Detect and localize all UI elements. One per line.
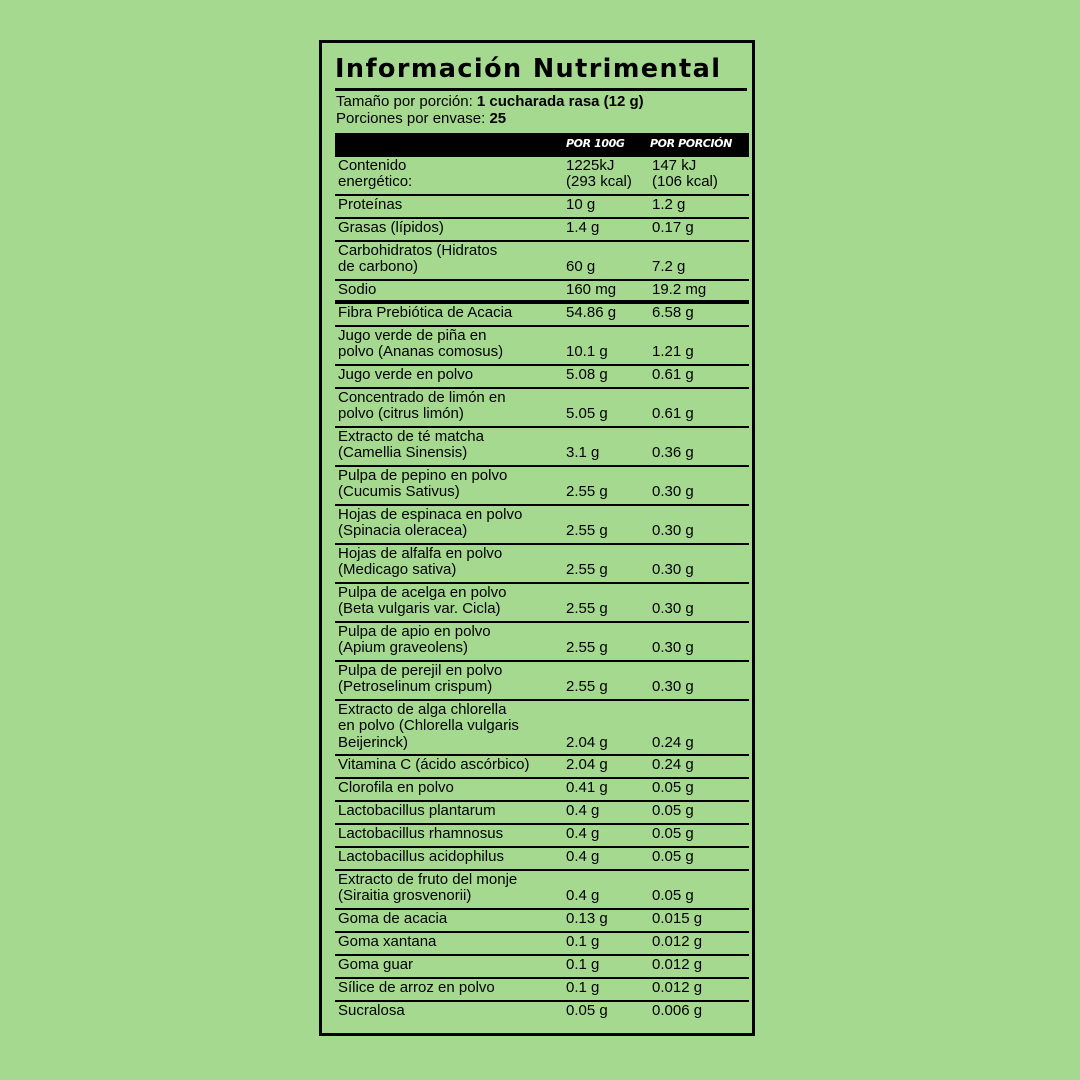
nutrient-per-100g-line: 2.04 g (566, 733, 608, 751)
nutrient-per-serving (652, 640, 694, 656)
nutrient-name-line: Concentrado de limón en (338, 389, 506, 406)
nutrient-row (335, 623, 749, 662)
nutrient-name-line: (Cucumis Sativus) (338, 483, 460, 501)
title-divider (335, 88, 747, 91)
nutrient-name-line: Lactobacillus acidophilus (338, 848, 504, 865)
nutrient-per-serving-line: 0.30 g (652, 600, 694, 618)
nutrient-per-serving (652, 305, 694, 321)
nutrient-per-100g (566, 888, 599, 904)
nutrient-per-100g-line: 2.55 g (566, 561, 608, 579)
nutrient-per-100g-line: 0.4 g (566, 887, 600, 905)
nutrient-per-serving-line: 0.30 g (652, 639, 694, 657)
nutrient-per-100g (566, 197, 595, 213)
nutrient-per-serving (652, 484, 694, 500)
nutrient-per-serving-line: 0.24 g (652, 756, 694, 773)
servings-per-container-value: 25 (489, 110, 507, 127)
nutrient-per-100g-line: 0.1 g (566, 979, 600, 996)
nutrient-name-line: Beijerinck) (338, 733, 409, 751)
nutrient-name-line: Sílice de arroz en polvo (338, 979, 495, 996)
nutrient-per-100g-line: 10 g (566, 196, 596, 213)
nutrient-name-line: Pulpa de apio en polvo (338, 623, 491, 640)
nutrient-row (335, 979, 749, 1002)
nutrient-name (338, 803, 496, 819)
nutrient-name-line: (Spinacia oleracea) (338, 522, 468, 540)
nutrient-per-serving (652, 780, 694, 796)
nutrient-per-100g-line: 0.13 g (566, 910, 608, 927)
nutrient-per-serving (652, 406, 694, 422)
nutrient-per-100g-line: 0.1 g (566, 956, 600, 973)
nutrient-per-100g (566, 679, 608, 695)
nutrient-per-100g (566, 980, 599, 996)
nutrient-per-100g (566, 484, 608, 500)
nutrient-name-line: Pulpa de perejil en polvo (338, 662, 503, 679)
nutrient-per-100g (566, 367, 608, 383)
nutrient-per-100g-line: 2.55 g (566, 483, 608, 501)
nutrient-per-100g (566, 735, 608, 751)
nutrient-per-100g-line: 0.05 g (566, 1002, 608, 1019)
nutrient-name-line: de carbono) (338, 258, 419, 276)
nutrient-name (338, 826, 503, 842)
nutrient-per-serving (652, 849, 694, 865)
nutrient-name-line: (Medicago sativa) (338, 561, 457, 579)
nutrient-per-serving-line: 0.05 g (652, 848, 694, 865)
nutrient-per-serving-line: 7.2 g (652, 258, 686, 276)
nutrient-per-serving (652, 888, 694, 904)
nutrient-per-serving-line: 0.61 g (652, 366, 694, 383)
nutrient-per-serving (652, 757, 694, 773)
nutrient-per-serving-line: 0.05 g (652, 825, 694, 842)
nutrient-row (335, 871, 749, 910)
nutrient-name (338, 585, 506, 618)
nutrient-row (335, 389, 749, 428)
nutrient-per-serving (652, 282, 706, 298)
nutrient-row (335, 327, 749, 366)
nutrient-per-100g-line: 0.4 g (566, 825, 600, 842)
nutrient-per-serving (652, 957, 702, 973)
nutrient-name-line: polvo (citrus limón) (338, 405, 464, 423)
label-title: Información Nutrimental (335, 54, 722, 84)
nutrient-row (335, 802, 749, 825)
nutrient-row (335, 196, 749, 219)
nutrient-name (338, 390, 506, 423)
nutrient-per-serving (652, 679, 694, 695)
nutrient-name (338, 934, 436, 950)
nutrient-per-serving-line: 19.2 mg (652, 281, 707, 298)
nutrient-name (338, 367, 473, 383)
nutrient-per-serving (652, 367, 694, 383)
nutrient-name (338, 158, 412, 191)
nutrient-per-100g (566, 282, 616, 298)
nutrient-table (335, 157, 749, 1025)
nutrient-per-100g-line: 2.04 g (566, 756, 608, 773)
nutrient-name (338, 780, 454, 796)
nutrient-per-100g (566, 757, 608, 773)
nutrient-per-serving-line: 1.21 g (652, 343, 694, 361)
nutrient-per-100g-line: 0.4 g (566, 848, 600, 865)
nutrient-per-serving-line: 0.30 g (652, 678, 694, 696)
nutrient-per-100g (566, 523, 608, 539)
nutrient-row (335, 662, 749, 701)
nutrient-per-serving (652, 735, 694, 751)
nutrient-name (338, 1003, 405, 1019)
column-header-per-100g: POR 100G (566, 137, 625, 150)
nutrient-name (338, 243, 497, 276)
nutrient-per-serving (652, 220, 694, 236)
nutrient-per-serving-line: 0.012 g (652, 956, 703, 973)
nutrient-name (338, 980, 495, 996)
nutrient-per-100g-line: 2.55 g (566, 522, 608, 540)
nutrient-per-serving-line: 0.015 g (652, 910, 703, 927)
nutrient-name (338, 429, 484, 462)
nutrient-per-100g (566, 957, 599, 973)
nutrient-per-100g-line: 60 g (566, 258, 596, 276)
nutrient-per-serving (652, 803, 694, 819)
nutrient-per-serving-line: 6.58 g (652, 304, 694, 321)
nutrient-per-serving-line: 1.2 g (652, 196, 686, 213)
nutrient-name-line: Pulpa de pepino en polvo (338, 467, 508, 484)
nutrient-per-100g (566, 849, 599, 865)
nutrient-per-100g-line: 2.55 g (566, 678, 608, 696)
nutrient-per-serving-line: 0.012 g (652, 979, 703, 996)
nutrient-per-100g (566, 1003, 608, 1019)
nutrient-row (335, 701, 749, 756)
nutrient-name-line: Contenido (338, 157, 407, 174)
nutrient-name-line: Sucralosa (338, 1002, 405, 1019)
nutrient-per-serving (652, 562, 694, 578)
nutrient-per-100g-line: 0.4 g (566, 802, 600, 819)
nutrient-per-serving-line: 0.30 g (652, 561, 694, 579)
nutrient-per-serving (652, 1003, 702, 1019)
column-header-per-serving: POR PORCIÓN (650, 137, 732, 150)
nutrient-per-100g-line: 0.41 g (566, 779, 608, 796)
serving-info (336, 93, 644, 127)
nutrient-per-100g-line: (293 kcal) (566, 173, 632, 191)
nutrient-per-100g (566, 826, 599, 842)
nutrient-per-100g-line: 10.1 g (566, 343, 608, 361)
nutrient-name-line: (Siraitia grosvenorii) (338, 887, 472, 905)
nutrient-name (338, 197, 402, 213)
nutrient-per-serving (652, 445, 694, 461)
serving-size-value: 1 cucharada rasa (12 g) (476, 93, 644, 110)
nutrient-per-100g-line: 2.55 g (566, 639, 608, 657)
nutrient-per-serving-line: 0.012 g (652, 933, 703, 950)
nutrient-per-serving-line: 0.61 g (652, 405, 694, 423)
nutrient-name (338, 849, 504, 865)
nutrition-label (319, 40, 755, 1036)
nutrient-name-line: Lactobacillus plantarum (338, 802, 496, 819)
nutrient-per-serving (652, 980, 702, 996)
nutrient-per-100g (566, 640, 608, 656)
nutrient-name-line: Hojas de espinaca en polvo (338, 506, 523, 523)
nutrient-per-serving (652, 158, 718, 191)
nutrient-per-serving (652, 344, 694, 360)
nutrient-row (335, 956, 749, 979)
nutrient-per-serving-line: 0.24 g (652, 733, 694, 751)
nutrient-per-serving-line: 0.05 g (652, 802, 694, 819)
nutrient-per-100g (566, 780, 608, 796)
nutrient-per-100g (566, 259, 595, 275)
nutrient-per-100g-line: 5.05 g (566, 405, 608, 423)
nutrient-row (335, 756, 749, 779)
nutrient-name-line: polvo (Ananas comosus) (338, 343, 504, 361)
nutrient-per-serving (652, 934, 702, 950)
nutrient-per-100g-line: 0.1 g (566, 933, 600, 950)
nutrient-name (338, 702, 519, 751)
servings-per-container-label: Porciones por envase: (336, 110, 486, 127)
nutrient-row (335, 825, 749, 848)
nutrient-name (338, 305, 512, 321)
nutrient-per-serving-line: 147 kJ (652, 157, 697, 174)
nutrient-row (335, 428, 749, 467)
nutrient-per-serving-line: (106 kcal) (652, 173, 718, 191)
nutrient-row (335, 545, 749, 584)
nutrient-row (335, 848, 749, 871)
nutrient-name-line: energético: (338, 173, 413, 191)
nutrient-per-serving-line: 0.30 g (652, 483, 694, 501)
nutrient-row (335, 1002, 749, 1025)
nutrient-name (338, 663, 502, 696)
nutrient-row (335, 584, 749, 623)
column-header-bar (335, 133, 749, 157)
nutrient-name (338, 328, 503, 361)
nutrient-per-serving-line: 0.05 g (652, 779, 694, 796)
nutrient-name (338, 757, 529, 773)
nutrient-row (335, 933, 749, 956)
nutrient-row (335, 281, 749, 304)
nutrient-per-serving (652, 197, 685, 213)
nutrient-per-100g (566, 344, 608, 360)
nutrient-name-line: Extracto de alga chlorella (338, 701, 507, 718)
serving-size-line (336, 93, 644, 110)
nutrient-row (335, 219, 749, 242)
nutrient-per-100g-line: 2.55 g (566, 600, 608, 618)
nutrient-row (335, 506, 749, 545)
nutrient-per-serving (652, 601, 694, 617)
nutrient-name-line: Sodio (338, 281, 377, 298)
nutrient-per-serving-line: 0.36 g (652, 444, 694, 462)
nutrient-name-line: en polvo (Chlorella vulgaris (338, 717, 519, 735)
nutrient-name-line: Extracto de té matcha (338, 428, 484, 445)
nutrient-per-100g-line: 160 mg (566, 281, 617, 298)
nutrient-name-line: Extracto de fruto del monje (338, 871, 518, 888)
nutrient-row (335, 467, 749, 506)
nutrient-per-serving (652, 826, 694, 842)
servings-per-container-line (336, 110, 644, 127)
nutrient-name-line: Goma de acacia (338, 910, 448, 927)
serving-size-label: Tamaño por porción: (336, 93, 473, 110)
nutrient-per-100g (566, 305, 616, 321)
nutrient-per-100g (566, 158, 632, 191)
nutrient-name-line: Vitamina C (ácido ascórbico) (338, 756, 530, 773)
nutrient-name-line: (Apium graveolens) (338, 639, 469, 657)
nutrient-name (338, 507, 522, 540)
nutrient-name-line: Jugo verde en polvo (338, 366, 474, 383)
nutrient-per-100g-line: 1.4 g (566, 219, 600, 236)
nutrient-name-line: Clorofila en polvo (338, 779, 454, 796)
nutrient-per-100g (566, 934, 599, 950)
nutrient-name (338, 624, 491, 657)
nutrient-per-100g-line: 1225kJ (566, 157, 615, 174)
nutrient-name-line: (Petroselinum crispum) (338, 678, 493, 696)
nutrient-name-line: Pulpa de acelga en polvo (338, 584, 507, 601)
nutrient-per-serving (652, 911, 702, 927)
nutrient-per-100g (566, 406, 608, 422)
nutrient-row (335, 366, 749, 389)
nutrient-per-100g (566, 220, 599, 236)
nutrient-row (335, 304, 749, 327)
nutrient-row (335, 157, 749, 196)
nutrient-per-serving-line: 0.30 g (652, 522, 694, 540)
nutrient-per-100g-line: 3.1 g (566, 444, 600, 462)
nutrient-per-serving (652, 523, 694, 539)
nutrient-name (338, 282, 376, 298)
nutrient-name (338, 957, 413, 973)
nutrient-name-line: Lactobacillus rhamnosus (338, 825, 504, 842)
nutrient-name-line: Goma xantana (338, 933, 437, 950)
nutrient-per-100g (566, 445, 599, 461)
nutrient-name-line: Jugo verde de piña en (338, 327, 487, 344)
nutrient-name-line: Fibra Prebiótica de Acacia (338, 304, 513, 321)
nutrient-per-serving (652, 259, 685, 275)
nutrient-per-100g (566, 562, 608, 578)
nutrient-per-100g (566, 601, 608, 617)
nutrient-per-serving-line: 0.17 g (652, 219, 694, 236)
nutrient-name-line: Hojas de alfalfa en polvo (338, 545, 503, 562)
nutrient-name-line: (Camellia Sinensis) (338, 444, 468, 462)
nutrient-per-100g (566, 803, 599, 819)
nutrient-name (338, 872, 517, 905)
nutrient-name-line: Carbohidratos (Hidratos (338, 242, 498, 259)
nutrient-per-100g (566, 911, 608, 927)
nutrient-per-100g-line: 54.86 g (566, 304, 617, 321)
nutrient-per-serving-line: 0.006 g (652, 1002, 703, 1019)
nutrient-name-line: (Beta vulgaris var. Cicla) (338, 600, 501, 618)
nutrient-name (338, 468, 507, 501)
nutrient-row (335, 242, 749, 281)
nutrient-name (338, 911, 447, 927)
nutrient-name (338, 546, 502, 579)
nutrient-name-line: Grasas (lípidos) (338, 219, 444, 236)
nutrient-per-serving-line: 0.05 g (652, 887, 694, 905)
nutrient-name (338, 220, 444, 236)
nutrient-row (335, 910, 749, 933)
nutrient-row (335, 779, 749, 802)
nutrient-per-100g-line: 5.08 g (566, 366, 608, 383)
nutrient-name-line: Goma guar (338, 956, 414, 973)
nutrient-name-line: Proteínas (338, 196, 403, 213)
